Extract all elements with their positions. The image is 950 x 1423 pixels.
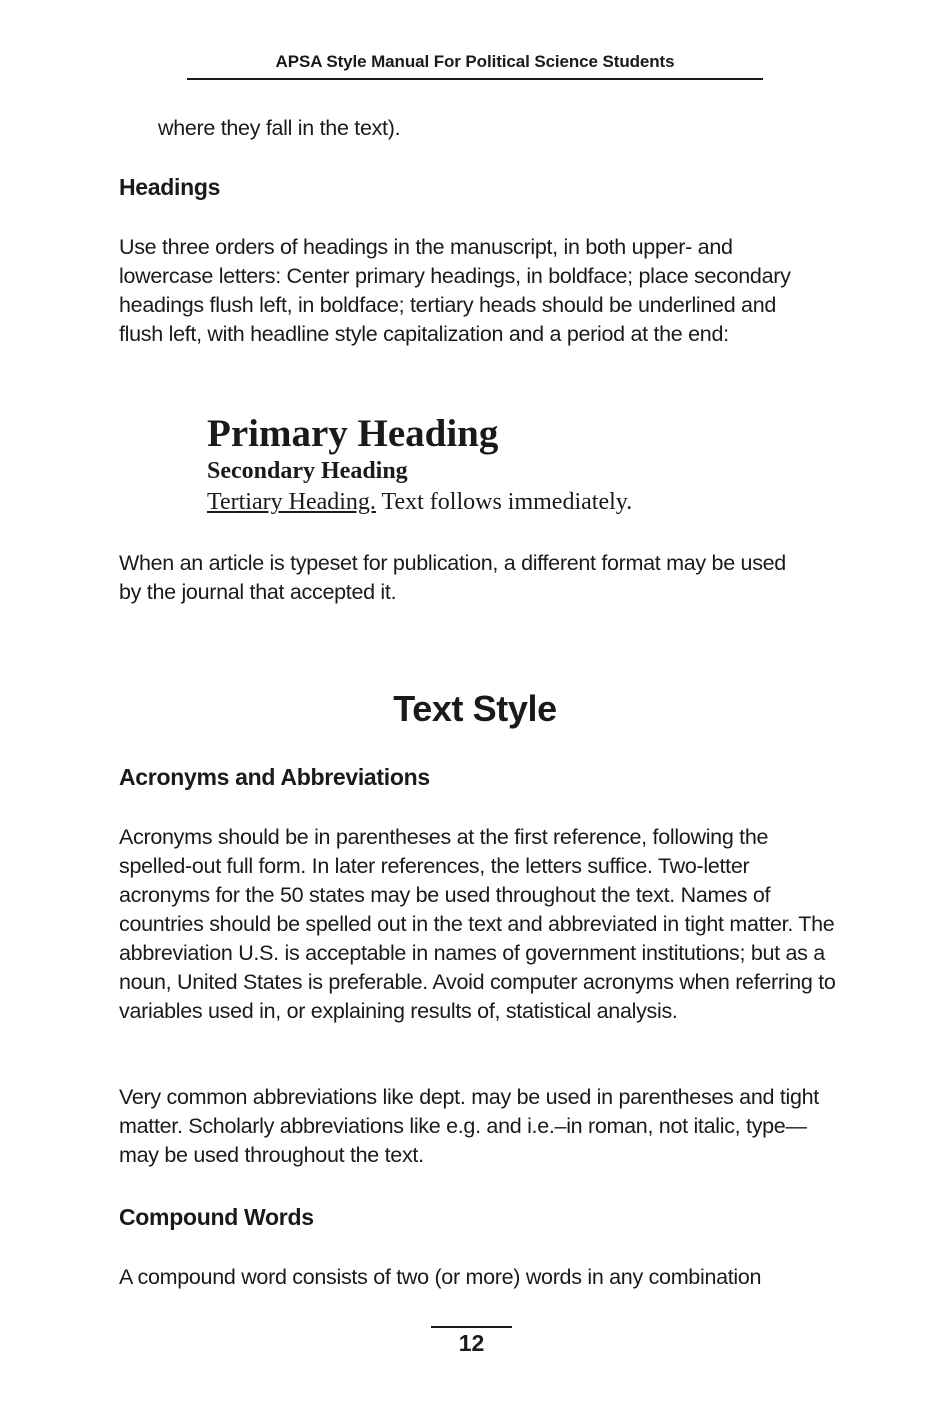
footer-rule <box>431 1326 512 1328</box>
example-primary-heading: Primary Heading <box>207 412 499 455</box>
header-rule <box>187 78 763 80</box>
acronyms-paragraph-1: Acronyms should be in parentheses at the first reference, following the spelled-out full form. In later references, the letters suffice. Two-letter acronyms for the 50 states may be used throughout the text. Names of countries should be spelled out in the text and abbreviated in tight matter. The abbreviation U.S. is acceptable in names of government institutions; but as a noun, United States is preferable. Avoid computer acronyms when referring to variables used in, or explaining results of, statistical analysis. <box>119 825 836 1023</box>
example-secondary-heading: Secondary Heading <box>207 458 408 484</box>
example-tertiary-line <box>207 486 827 518</box>
section-title-text-style: Text Style <box>393 688 557 729</box>
headings-paragraph: Use three orders of headings in the manuscript, in both upper- and lowercase letters: Center primary headings, in boldface; place secondary headings flush left, in boldface; tertiary heads should be underlined and flush left, with headline style capitalization and a period at the end: <box>119 235 791 346</box>
example-tertiary-heading: Tertiary Heading. <box>207 489 376 515</box>
headings-subheading: Headings <box>119 174 221 200</box>
heading-example <box>207 412 827 518</box>
continued-paragraph: where they fall in the text). <box>158 116 401 140</box>
page-number: 12 <box>458 1330 485 1356</box>
running-head: APSA Style Manual For Political Science Students <box>275 52 675 71</box>
acronyms-paragraph-2: Very common abbreviations like dept. may be used in parentheses and tight matter. Scholarly abbreviations like e.g. and i.e.–in roman, not italic, type—may be used throughout the text. <box>119 1085 819 1167</box>
example-follow-text: Text follows immediately. <box>375 489 633 515</box>
typeset-paragraph: When an article is typeset for publication, a different format may be used by the journal that accepted it. <box>119 551 786 604</box>
compound-words-paragraph: A compound word consists of two (or more) words in any combination <box>119 1265 762 1289</box>
acronyms-subheading: Acronyms and Abbreviations <box>119 764 430 790</box>
compound-words-subheading: Compound Words <box>119 1204 314 1230</box>
